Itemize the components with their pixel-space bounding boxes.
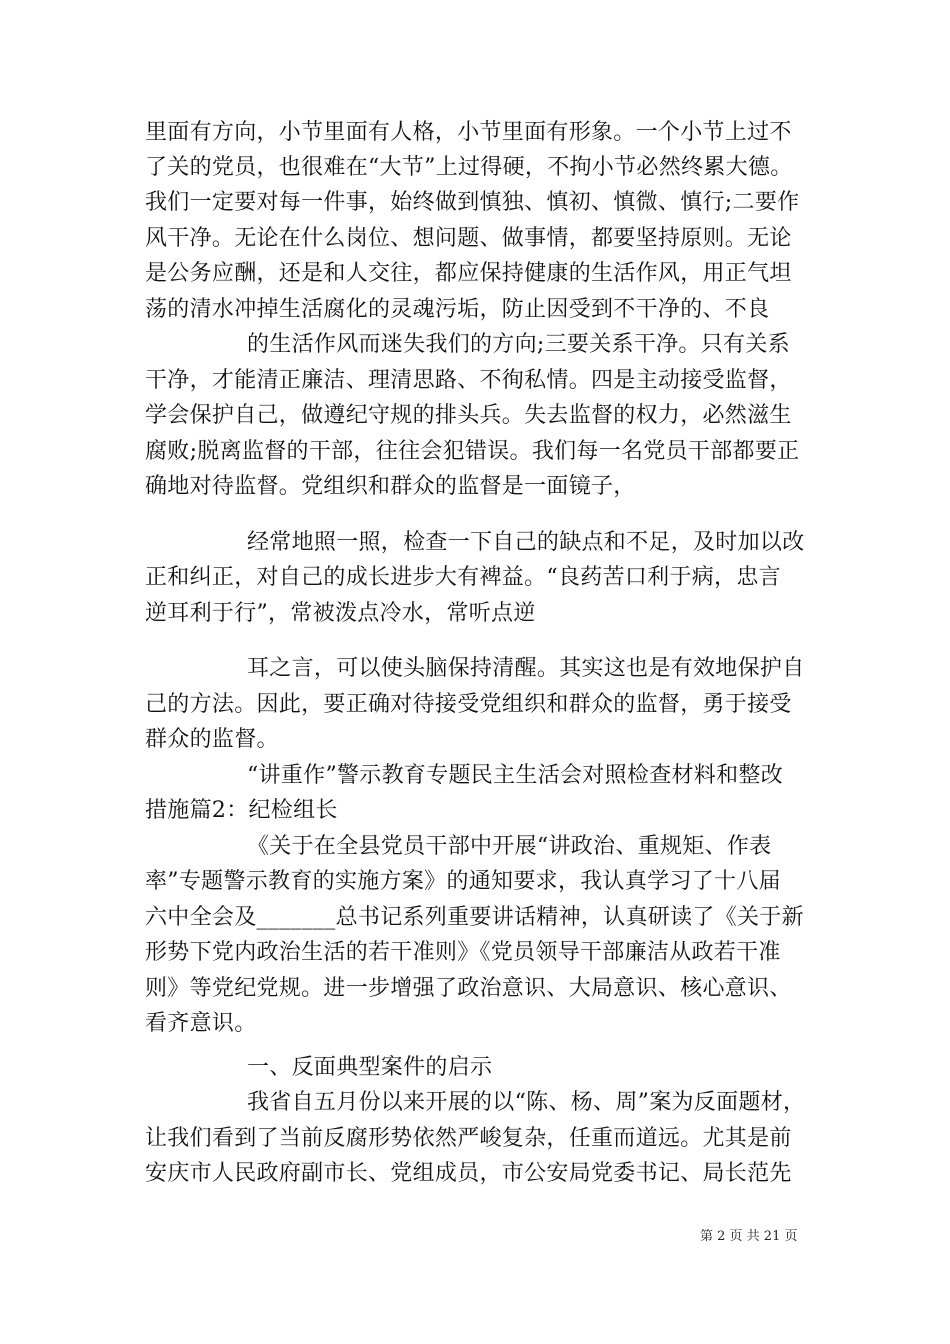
body-line: 干净，才能清正廉洁、理清思路、不徇私情。四是主动接受监督，: [145, 368, 792, 393]
body-line: 安庆市人民政府副市长、党组成员，市公安局党委书记、局长范先: [145, 1161, 792, 1186]
body-line: 则》等党纪党规。进一步增强了政治意识、大局意识、核心意识、: [145, 976, 792, 1001]
body-line: 里面有方向，小节里面有人格，小节里面有形象。一个小节上过不: [145, 120, 792, 145]
section-heading: 措施篇2：纪检组长: [145, 798, 338, 823]
body-line: 六中全会及_______总书记系列重要讲话精神，认真研读了《关于新: [145, 905, 804, 930]
body-line: 逆耳利于行”，常被泼点冷水，常听点逆: [145, 601, 536, 626]
subsection-heading: 一、反面典型案件的启示: [247, 1055, 493, 1080]
body-line: 经常地照一照，检查一下自己的缺点和不足，及时加以改: [247, 530, 805, 555]
body-line: 腐败;脱离监督的干部，往往会犯错误。我们每一名党员干部都要正: [145, 439, 800, 464]
body-line: 率”专题警示教育的实施方案》的通知要求，我认真学习了十八届: [145, 869, 781, 894]
body-line: 让我们看到了当前反腐形势依然严峻复杂，任重而道远。尤其是前: [145, 1126, 792, 1151]
body-line: 耳之言，可以使头脑保持清醒。其实这也是有效地保护自: [247, 656, 805, 681]
body-line: 荡的清水冲掉生活腐化的灵魂污垢，防止因受到不干净的、不良: [145, 297, 770, 322]
body-line: 形势下党内政治生活的若干准则》《党员领导干部廉洁从政若干准: [145, 940, 781, 965]
body-line: 正和纠正，对自己的成长进步大有裨益。“良药苦口利于病，忠言: [145, 565, 781, 590]
body-line: 我们一定要对每一件事，始终做到慎独、慎初、慎微、慎行;二要作: [145, 190, 800, 215]
section-heading: “讲重作”警示教育专题民主生活会对照检查材料和整改: [247, 763, 783, 788]
body-line: 《关于在全县党员干部中开展“讲政治、重规矩、作表: [247, 834, 772, 859]
body-line: 的生活作风而迷失我们的方向;三要关系干净。只有关系: [247, 332, 790, 357]
body-line: 己的方法。因此，要正确对待接受党组织和群众的监督，勇于接受: [145, 692, 792, 717]
body-line: 我省自五月份以来开展的以“陈、杨、周”案为反面题材，: [247, 1090, 806, 1115]
body-line: 风干净。无论在什么岗位、想问题、做事情，都要坚持原则。无论: [145, 226, 792, 251]
body-line: 是公务应酬，还是和人交往，都应保持健康的生活作风，用正气坦: [145, 261, 792, 286]
body-line: 看齐意识。: [145, 1011, 257, 1036]
body-line: 了关的党员，也很难在“大节”上过得硬，不拘小节必然终累大德。: [145, 155, 793, 180]
body-line: 确地对待监督。党组织和群众的监督是一面镜子，: [145, 474, 636, 499]
page-number: 第 2 页 共 21 页: [700, 1229, 798, 1244]
body-line: 学会保护自己，做遵纪守规的排头兵。失去监督的权力，必然滋生: [145, 403, 792, 428]
body-line: 群众的监督。: [145, 727, 279, 752]
